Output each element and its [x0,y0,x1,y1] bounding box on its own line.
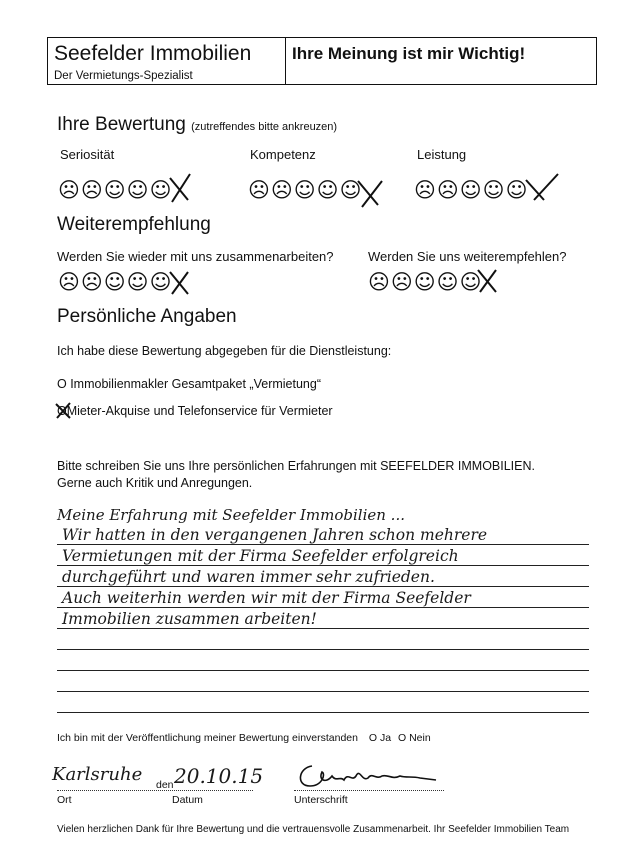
experience-lead: Meine Erfahrung mit Seefelder Immobilien ... [57,506,405,524]
experience-line: Auch weiterhin werden wir mit der Firma Seefelder [62,589,471,607]
experience-line: Wir hatten in den vergangenen Jahren schon mehrere [62,526,488,544]
experience-line: durchgeführt und waren immer sehr zufrieden. [62,568,435,586]
experience-prompt-2: Gerne auch Kritik und Anregungen. [57,476,253,490]
experience-line: Immobilien zusammen arbeiten! [62,610,317,628]
question-recommend: Werden Sie uns weiterempfehlen? [368,249,567,264]
writing-line [57,607,589,608]
service-option-text: Mieter-Akquise und Telefonservice für Vermieter [66,404,333,418]
personal-intro: Ich habe diese Bewertung abgegeben für die Dienstleistung: [57,344,392,358]
brand-name: Seefelder Immobilien [54,42,252,65]
category-label-leistung: Leistung [417,147,467,162]
den-label: den [156,779,174,791]
place-date-line [57,790,253,791]
rating-hint: (zutreffendes bitte ankreuzen) [191,121,338,133]
date-value: 20.10.15 [174,764,264,788]
handwritten-signature [292,758,442,792]
check-mark-icon [522,170,562,204]
experience-prompt: Bitte schreiben Sie uns Ihre persönlichen Erfahrungen mit SEEFELDER IMMOBILIEN. [57,459,535,473]
header-brand-cell [48,38,286,84]
smiley-scale-leistung[interactable]: ☹☹☺☺☺ [414,178,529,202]
service-option-mark: O [57,404,67,418]
signature-line [294,790,444,791]
check-mark-icon [166,168,196,208]
check-mark-icon [54,400,74,422]
writing-line [57,670,589,671]
signature-label: Unterschrift [294,794,348,806]
question-cooperate: Werden Sie wieder mit uns zusammenarbeiten? [57,249,334,264]
place-label: Ort [57,794,72,806]
footer-thanks: Vielen herzlichen Dank für Ihre Bewertung und die vertrauensvolle Zusammenarbeit. Ihr Seefelder Immobilien Team [57,824,570,835]
rating-title-text: Ihre Bewertung [57,114,186,135]
service-option-mieter-akquise[interactable] [57,404,333,418]
experience-line: Vermietungen mit der Firma Seefelder erfolgreich [62,547,459,565]
brand-tagline: Der Vermietungs-Spezialist [54,70,193,82]
category-label-seriositaet: Seriosität [60,147,115,162]
consent-yes[interactable]: O Ja [368,732,392,744]
consent-row [57,732,431,744]
writing-line [57,628,589,629]
place-value: Karlsruhe [52,764,143,785]
date-label: Datum [172,794,203,806]
header-box [47,37,597,85]
writing-line [57,586,589,587]
writing-line [57,691,589,692]
writing-line [57,712,589,713]
personal-title: Persönliche Angaben [57,306,237,327]
recommendation-title: Weiterempfehlung [57,214,211,235]
check-mark-icon [474,266,502,296]
check-mark-icon [166,268,194,298]
consent-text: Ich bin mit der Veröffentlichung meiner Bewertung einverstanden [57,732,358,744]
writing-line [57,565,589,566]
consent-no[interactable]: O Nein [398,732,431,744]
smiley-scale-seriositaet[interactable]: ☹☹☺☺☺ [58,178,173,202]
category-label-kompetenz: Kompetenz [250,147,316,162]
smiley-scale-recommend[interactable]: ☹☹☺☺☺ [368,270,483,294]
service-option-gesamtpaket[interactable]: O Immobilienmakler Gesamtpaket „Vermietung“ [57,377,321,391]
writing-line [57,649,589,650]
check-mark-icon [354,175,388,209]
rating-title [57,114,337,136]
writing-line [57,544,589,545]
smiley-scale-kompetenz[interactable]: ☹☹☺☺☺ [248,178,363,202]
smiley-scale-cooperate[interactable]: ☹☹☺☺☺ [58,270,173,294]
header-slogan: Ihre Meinung ist mir Wichtig! [292,44,526,63]
